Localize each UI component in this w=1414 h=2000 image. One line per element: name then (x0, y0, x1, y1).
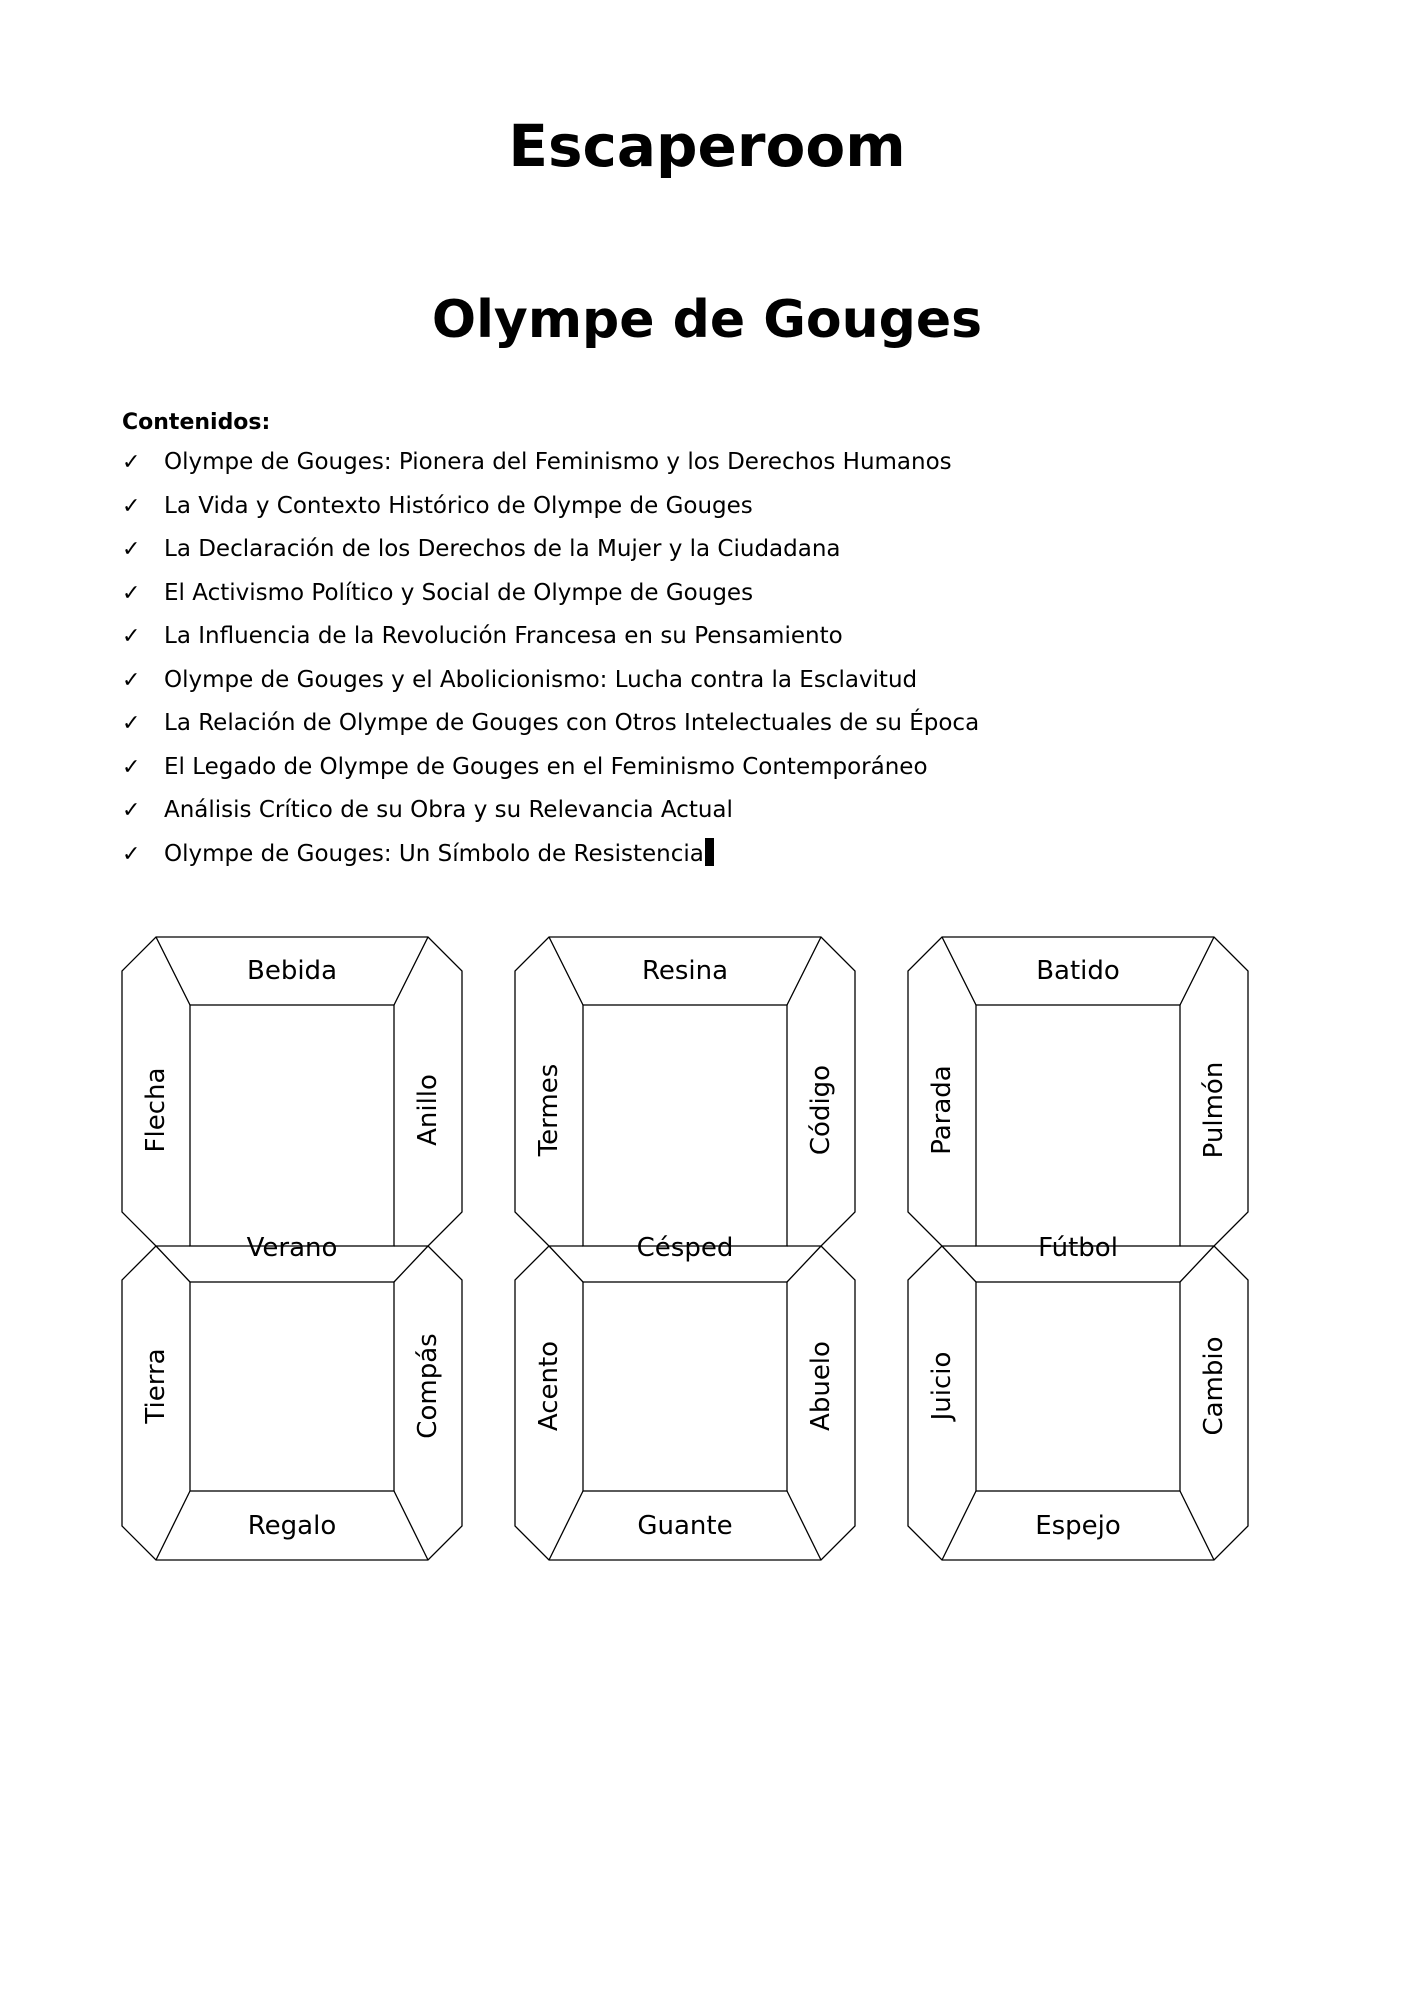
contents-item-text: Olympe de Gouges: Pionera del Feminismo y los Derechos Humanos (164, 449, 952, 475)
label-middle: Césped (636, 1233, 734, 1263)
puzzle-frame (122, 937, 462, 1560)
checkmark-icon: ✓ (122, 754, 141, 780)
contents-item-text: Análisis Crítico de su Obra y su Relevancia Actual (164, 797, 733, 823)
label-top: Bebida (247, 956, 337, 986)
answer-box (583, 1282, 787, 1491)
contents-item-text: La Influencia de la Revolución Francesa en su Pensamiento (164, 623, 843, 649)
contents-item-text: La Relación de Olympe de Gouges con Otros Intelectuales de su Época (164, 710, 980, 736)
checkmark-icon: ✓ (122, 841, 141, 867)
page-subtitle: Olympe de Gouges (431, 290, 983, 350)
label-lower-right: Compás (413, 1333, 443, 1439)
label-lower-left: Tierra (141, 1348, 171, 1424)
contents-item-text: El Legado de Olympe de Gouges en el Feminismo Contemporáneo (164, 753, 928, 780)
label-lower-left: Acento (534, 1340, 564, 1432)
checkmark-icon: ✓ (122, 711, 141, 736)
label-bottom: Regalo (247, 1511, 337, 1541)
label-upper-right: Anillo (413, 1074, 443, 1146)
answer-box (976, 1282, 1180, 1491)
page-title: Escaperoom (508, 112, 906, 180)
label-bottom: Guante (637, 1511, 733, 1541)
contents-item-text: La Vida y Contexto Histórico de Olympe de Gouges (164, 492, 753, 519)
answer-box (583, 1005, 787, 1246)
checkmark-icon: ✓ (122, 450, 141, 475)
label-upper-right: Pulmón (1199, 1061, 1229, 1159)
label-middle: Fútbol (1038, 1233, 1118, 1263)
checkmark-icon: ✓ (122, 798, 141, 823)
label-top: Resina (641, 956, 729, 986)
label-middle: Verano (246, 1233, 338, 1263)
contents-item-text: Olympe de Gouges: Un Símbolo de Resistencia (164, 840, 704, 867)
answer-box (190, 1005, 394, 1246)
label-upper-left: Parada (927, 1065, 957, 1155)
checkmark-icon: ✓ (122, 624, 141, 649)
label-lower-right: Abuelo (806, 1341, 836, 1431)
checkmark-icon: ✓ (122, 580, 141, 606)
checkmark-icon: ✓ (122, 493, 141, 519)
contents-item-text: Olympe de Gouges y el Abolicionismo: Lucha contra la Esclavitud (164, 666, 918, 693)
label-lower-right: Cambio (1199, 1336, 1229, 1436)
contents-item-text: El Activismo Político y Social de Olympe de Gouges (164, 579, 754, 606)
label-lower-left: Juicio (927, 1351, 957, 1421)
label-upper-left: Termes (534, 1063, 564, 1157)
checkmark-icon: ✓ (122, 667, 141, 693)
checkmark-icon: ✓ (122, 537, 141, 562)
label-top: Batido (1036, 956, 1120, 986)
contents-item-text: La Declaración de los Derechos de la Mujer y la Ciudadana (164, 536, 841, 562)
puzzle-frame (515, 937, 855, 1560)
label-upper-right: Código (806, 1064, 836, 1156)
puzzle-frame (908, 937, 1248, 1560)
contents-heading: Contenidos: (122, 410, 271, 435)
answer-box (190, 1282, 394, 1491)
label-upper-left: Flecha (141, 1067, 171, 1153)
answer-box (976, 1005, 1180, 1246)
label-bottom: Espejo (1035, 1511, 1121, 1541)
